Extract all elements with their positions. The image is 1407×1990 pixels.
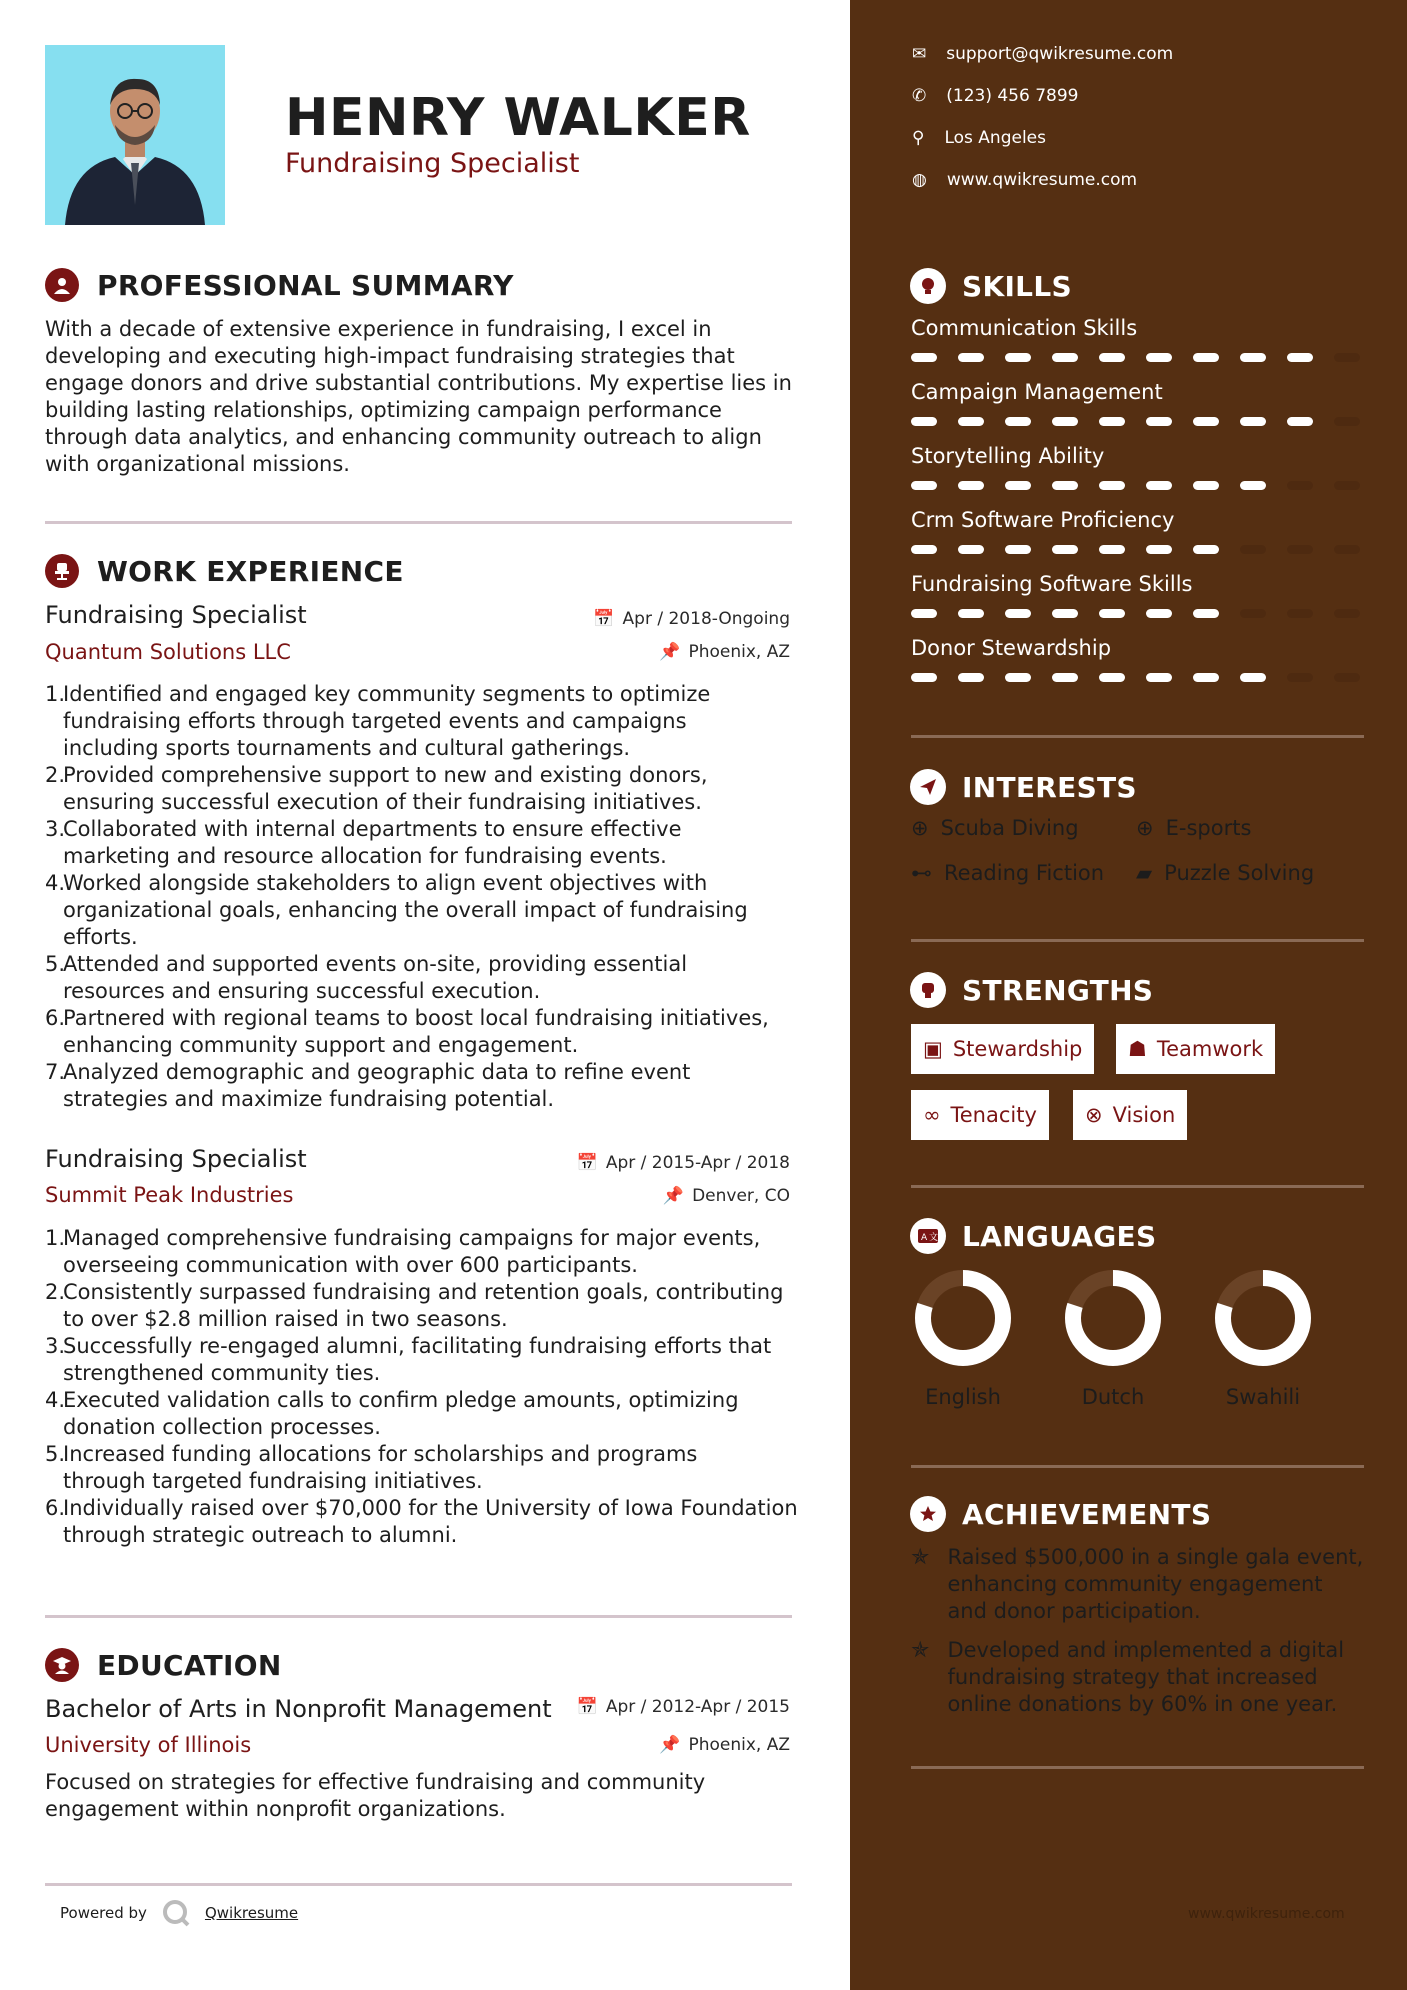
responsibility-item [45, 870, 815, 951]
education-dates-text: Apr / 2012-Apr / 2015 [605, 1697, 790, 1717]
education-location-text: Phoenix, AZ [688, 1735, 790, 1755]
responsibility-item [45, 1333, 815, 1387]
skill-dash [1287, 353, 1313, 362]
skill-dash [1146, 417, 1172, 426]
strength-tag [911, 1090, 1049, 1140]
achievement-item [911, 1544, 1371, 1625]
star-badge-icon [910, 1496, 946, 1532]
skill-dash [1193, 545, 1219, 554]
email-text: support@qwikresume.com [946, 44, 1174, 64]
language-level-ring [1065, 1270, 1161, 1366]
qwikresume-logo-icon [161, 1898, 191, 1928]
item-line: efforts. [63, 925, 138, 949]
item-number: 3. [45, 1334, 66, 1358]
sidebar-divider [911, 735, 1364, 738]
item-number: 6. [45, 1496, 66, 1520]
lifebuoy-icon: ⊕ [1136, 816, 1154, 840]
skill-name: Crm Software Proficiency [911, 508, 1175, 532]
skill-dash [1240, 353, 1266, 362]
language-item [1038, 1270, 1188, 1409]
language-name: English [925, 1385, 1001, 1409]
achievement-line: enhancing community engagement [947, 1572, 1323, 1596]
work-title: WORK EXPERIENCE [97, 554, 404, 588]
item-line: Provided comprehensive support to new and existing donors, [63, 763, 708, 787]
company-name: Quantum Solutions LLC [45, 640, 291, 664]
strength-tag [1116, 1024, 1275, 1074]
education-dates [577, 1697, 790, 1717]
company-name: Summit Peak Industries [45, 1183, 294, 1207]
watermark: www.qwikresume.com [1188, 1906, 1345, 1922]
website-text: www.qwikresume.com [946, 170, 1138, 190]
item-line: overseeing communication with over 600 participants. [63, 1253, 638, 1277]
paper-plane-icon [910, 769, 946, 805]
interest-label: E-sports [1165, 816, 1252, 840]
language-item [1188, 1270, 1338, 1409]
user-icon [45, 268, 79, 302]
skill-dash [1287, 545, 1313, 554]
summary-line: building lasting relationships, optimizing campaign performance [45, 398, 722, 422]
sidebar-divider [911, 1185, 1364, 1188]
pin-icon: 📌 [659, 642, 681, 662]
envelope-icon: ✉ [912, 44, 927, 64]
item-text [63, 816, 682, 870]
skill-dash [1052, 417, 1078, 426]
item-number: 5. [45, 1442, 66, 1466]
item-number: 2. [45, 763, 66, 787]
education-header [45, 1648, 282, 1682]
skill-dash [958, 353, 984, 362]
item-line: Increased funding allocations for scholarships and programs [63, 1442, 698, 1466]
job-location [663, 1186, 790, 1206]
section-divider [45, 1883, 792, 1886]
shooting-star-icon: ✯ [911, 1638, 930, 1663]
sidebar-divider [911, 939, 1364, 942]
globe-icon: ◍ [912, 170, 927, 190]
skill-level-bar [911, 673, 1360, 682]
responsibility-item [45, 1005, 815, 1059]
users-icon: ☗ [1128, 1037, 1147, 1061]
skill-dash [958, 609, 984, 618]
svg-text:文: 文 [929, 1233, 939, 1243]
job-title: Fundraising Specialist [45, 601, 307, 629]
strength-label: Vision [1112, 1103, 1176, 1127]
briefcase-icon: ▣ [923, 1037, 943, 1061]
item-line: Managed comprehensive fundraising campaigns for major events, [63, 1226, 761, 1250]
skill-dash [1052, 481, 1078, 490]
item-number: 5. [45, 952, 66, 976]
item-text [63, 1225, 760, 1279]
skill-dash [1240, 609, 1266, 618]
skill-dash [1193, 673, 1219, 682]
contact-website[interactable] [912, 170, 1137, 190]
interest-label: Puzzle Solving [1164, 861, 1315, 885]
sidebar-divider [911, 1465, 1364, 1468]
item-number: 7. [45, 1060, 66, 1084]
skill-dash [911, 609, 937, 618]
skill-dash [1005, 417, 1031, 426]
binoculars-icon: ⊗ [1085, 1103, 1103, 1127]
education-location [659, 1735, 790, 1755]
item-text [63, 681, 710, 762]
item-line: Consistently surpassed fundraising and retention goals, contributing [63, 1280, 784, 1304]
skill-dash [1193, 353, 1219, 362]
item-text [63, 1495, 798, 1549]
job-dates [577, 1153, 790, 1173]
strength-label: Tenacity [950, 1103, 1037, 1127]
section-divider [45, 1615, 792, 1618]
item-number: 1. [45, 682, 66, 706]
skill-dash [1334, 545, 1360, 554]
achievement-line: Raised $500,000 in a single gala event, [947, 1545, 1364, 1569]
strengths-title: STRENGTHS [962, 973, 1154, 1007]
skill-dash [1193, 609, 1219, 618]
responsibility-item [45, 951, 815, 1005]
interest-item [911, 816, 1079, 840]
item-number: 3. [45, 817, 66, 841]
skill-dash [1052, 673, 1078, 682]
job-dates-text: Apr / 2018-Ongoing [622, 609, 790, 629]
item-line: Partnered with regional teams to boost local fundraising initiatives, [63, 1006, 769, 1030]
skill-dash [958, 481, 984, 490]
skill-dash [1287, 609, 1313, 618]
strengths-header [910, 972, 1153, 1008]
item-line: resources and ensuring successful execution. [63, 979, 541, 1003]
item-line: Identified and engaged key community segments to optimize [63, 682, 711, 706]
phone-icon: ✆ [912, 86, 927, 106]
contact-phone[interactable] [912, 86, 1078, 106]
skill-dash [1052, 353, 1078, 362]
skill-dash [1099, 353, 1125, 362]
item-line: to over $2.8 million raised in two seasons. [63, 1307, 508, 1331]
job-location-text: Phoenix, AZ [688, 642, 790, 662]
language-item [888, 1270, 1038, 1409]
item-text [63, 1387, 739, 1441]
link-icon: ∞ [923, 1103, 941, 1127]
responsibility-item [45, 1279, 815, 1333]
skill-name: Storytelling Ability [911, 444, 1105, 468]
skill-dash [911, 545, 937, 554]
skill-level-bar [911, 481, 1360, 490]
calendar-icon: 📅 [576, 1697, 598, 1717]
responsibility-item [45, 1495, 815, 1549]
item-line: organizational goals, enhancing the overall impact of fundraising [63, 898, 748, 922]
skill-dash [1334, 481, 1360, 490]
skill-dash [1052, 609, 1078, 618]
achievements-title: ACHIEVEMENTS [962, 1497, 1212, 1531]
skill-level-bar [911, 417, 1360, 426]
language-name: Dutch [1081, 1385, 1145, 1409]
fist-icon [910, 972, 946, 1008]
location-text: Los Angeles [944, 128, 1046, 148]
achievements-header [910, 1496, 1211, 1532]
interest-item [1136, 816, 1251, 840]
item-line: donation collection processes. [63, 1415, 381, 1439]
skill-dash [1334, 673, 1360, 682]
skill-dash [1099, 545, 1125, 554]
item-line: strengthened community ties. [63, 1361, 381, 1385]
footer [60, 1898, 298, 1928]
candidate-name: HENRY WALKER [285, 88, 751, 148]
job-dates-text: Apr / 2015-Apr / 2018 [605, 1153, 790, 1173]
item-text [63, 1333, 771, 1387]
skill-dash [1005, 609, 1031, 618]
calendar-icon: 📅 [593, 609, 615, 629]
section-divider [45, 521, 792, 524]
achievement-item [911, 1637, 1371, 1718]
skill-dash [958, 545, 984, 554]
education-line: engagement within nonprofit organizations. [45, 1797, 506, 1821]
skill-name: Campaign Management [911, 380, 1163, 404]
shooting-star-icon: ✯ [911, 1545, 930, 1570]
skill-dash [1099, 417, 1125, 426]
responsibility-item [45, 816, 815, 870]
candidate-role: Fundraising Specialist [285, 148, 580, 179]
item-line: ensuring successful execution of their fundraising initiatives. [63, 790, 702, 814]
item-line: through strategic outreach to alumni. [63, 1523, 458, 1547]
skill-dash [1146, 545, 1172, 554]
achievement-line: Developed and implemented a digital [947, 1638, 1345, 1662]
item-text [63, 1279, 783, 1333]
skill-dash [911, 481, 937, 490]
skill-dash [1240, 545, 1266, 554]
skills-header [910, 268, 1072, 304]
skill-level-bar [911, 545, 1360, 554]
contact-location [912, 128, 1046, 148]
summary-line: With a decade of extensive experience in fundraising, I excel in [45, 317, 712, 341]
skill-dash [958, 673, 984, 682]
interests-header [910, 769, 1137, 805]
job-responsibilities [45, 1225, 815, 1549]
summary-line: engage donors and drive substantial contributions. My expertise lies in [45, 371, 792, 395]
skill-dash [1005, 353, 1031, 362]
profile-photo [45, 45, 225, 225]
chair-icon [45, 554, 79, 588]
summary-header [45, 268, 514, 302]
skill-dash [958, 417, 984, 426]
map-marker-icon: ⚲ [912, 128, 925, 148]
job-dates [593, 609, 790, 629]
language-icon [910, 1218, 946, 1254]
education-title: EDUCATION [97, 1648, 282, 1682]
skill-dash [1005, 673, 1031, 682]
item-number: 4. [45, 1388, 66, 1412]
item-line: Collaborated with internal departments to ensure effective [63, 817, 682, 841]
gamepad-icon: ⊷ [911, 861, 932, 885]
skill-dash [1287, 673, 1313, 682]
languages-title: LANGUAGES [962, 1219, 1157, 1253]
skill-dash [1099, 481, 1125, 490]
interest-label: Reading Fiction [944, 861, 1105, 885]
summary-line: with organizational missions. [45, 452, 350, 476]
skill-dash [1334, 353, 1360, 362]
sidebar-divider [911, 1766, 1364, 1769]
pin-icon: 📌 [659, 1735, 681, 1755]
skill-dash [1193, 481, 1219, 490]
skill-dash [1146, 481, 1172, 490]
responsibility-item [45, 1225, 815, 1279]
skill-dash [1240, 673, 1266, 682]
strength-label: Teamwork [1156, 1037, 1264, 1061]
interests-title: INTERESTS [962, 770, 1137, 804]
skill-dash [1052, 545, 1078, 554]
svg-text:A: A [921, 1233, 928, 1243]
item-text [63, 951, 687, 1005]
item-line: Attended and supported events on-site, providing essential [63, 952, 688, 976]
skill-name: Communication Skills [911, 316, 1138, 340]
skill-dash [1099, 673, 1125, 682]
powered-by-text: Powered by [60, 1904, 147, 1922]
item-line: Individually raised over $70,000 for the University of Iowa Foundation [63, 1496, 798, 1520]
responsibility-item [45, 1387, 815, 1441]
responsibility-item [45, 1059, 815, 1113]
education-description [45, 1769, 795, 1823]
skill-dash [1334, 417, 1360, 426]
interest-label: Scuba Diving [940, 816, 1079, 840]
skill-dash [1099, 609, 1125, 618]
summary-line: through data analytics, and enhancing community outreach to align [45, 425, 762, 449]
skills-title: SKILLS [962, 269, 1072, 303]
languages-header [910, 1218, 1156, 1254]
skill-dash [1005, 481, 1031, 490]
item-line: Executed validation calls to confirm pledge amounts, optimizing [63, 1388, 739, 1412]
item-number: 2. [45, 1280, 66, 1304]
item-line: through targeted fundraising initiatives. [63, 1469, 483, 1493]
item-line: strategies and maximize fundraising potential. [63, 1087, 555, 1111]
skill-dash [1146, 673, 1172, 682]
item-text [63, 1005, 769, 1059]
work-header [45, 554, 404, 588]
skill-dash [1193, 417, 1219, 426]
item-line: fundraising efforts through targeted events and campaigns [63, 709, 687, 733]
skill-name: Fundraising Software Skills [911, 572, 1193, 596]
language-name: Swahili [1225, 1385, 1301, 1409]
skill-dash [1146, 609, 1172, 618]
item-line: marketing and resource allocation for fundraising events. [63, 844, 667, 868]
responsibility-item [45, 762, 815, 816]
achievement-line: fundraising strategy that increased [947, 1665, 1318, 1689]
language-level-ring [915, 1270, 1011, 1366]
language-level-ring [1215, 1270, 1311, 1366]
job-location [659, 642, 790, 662]
skill-dash [1146, 353, 1172, 362]
graduate-icon [45, 1648, 79, 1682]
job-title: Fundraising Specialist [45, 1145, 307, 1173]
skill-name: Donor Stewardship [911, 636, 1112, 660]
skill-dash [1240, 417, 1266, 426]
item-number: 1. [45, 1226, 66, 1250]
skill-level-bar [911, 609, 1360, 618]
item-line: Successfully re-engaged alumni, facilitating fundraising efforts that [63, 1334, 772, 1358]
school-name: University of Illinois [45, 1733, 252, 1757]
achievement-line: online donations by 60% in one year. [947, 1692, 1338, 1716]
skill-level-bar [911, 353, 1360, 362]
item-text [63, 870, 748, 951]
strength-tag [1073, 1090, 1187, 1140]
pin-icon: 📌 [662, 1186, 685, 1206]
item-text [63, 1441, 697, 1495]
skill-dash [1334, 609, 1360, 618]
item-text [63, 762, 708, 816]
skill-dash [911, 673, 937, 682]
contact-email[interactable] [912, 44, 1173, 64]
interest-item [1136, 861, 1314, 885]
education-line: Focused on strategies for effective fundraising and community [45, 1770, 706, 1794]
item-number: 6. [45, 1006, 66, 1030]
calendar-icon: 📅 [576, 1153, 598, 1173]
skill-dash [911, 353, 937, 362]
lifebuoy-icon: ⊕ [911, 816, 929, 840]
responsibility-item [45, 681, 815, 762]
skill-dash [911, 417, 937, 426]
qwikresume-link[interactable]: Qwikresume [204, 1904, 299, 1922]
interest-item [911, 861, 1104, 885]
skill-dash [1287, 417, 1313, 426]
item-line: enhancing community support and engagement. [63, 1033, 579, 1057]
strength-label: Stewardship [952, 1037, 1083, 1061]
item-number: 4. [45, 871, 66, 895]
skill-dash [1240, 481, 1266, 490]
degree: Bachelor of Arts in Nonprofit Management [45, 1695, 552, 1723]
item-line: Analyzed demographic and geographic data to refine event [63, 1060, 691, 1084]
item-text [63, 1059, 690, 1113]
book-icon: ▰ [1136, 861, 1153, 885]
job-location-text: Denver, CO [692, 1186, 790, 1206]
summary-text [45, 316, 795, 478]
phone-text: (123) 456 7899 [946, 86, 1079, 106]
achievement-line: and donor participation. [947, 1599, 1201, 1623]
item-line: including sports tournaments and cultural gatherings. [63, 736, 631, 760]
job-responsibilities [45, 681, 815, 1113]
skill-dash [1287, 481, 1313, 490]
summary-line: developing and executing high-impact fundraising strategies that [45, 344, 735, 368]
strength-tag [911, 1024, 1094, 1074]
summary-title: PROFESSIONAL SUMMARY [97, 268, 514, 302]
responsibility-item [45, 1441, 815, 1495]
lightbulb-icon [910, 268, 946, 304]
skill-dash [1005, 545, 1031, 554]
item-line: Worked alongside stakeholders to align event objectives with [63, 871, 708, 895]
